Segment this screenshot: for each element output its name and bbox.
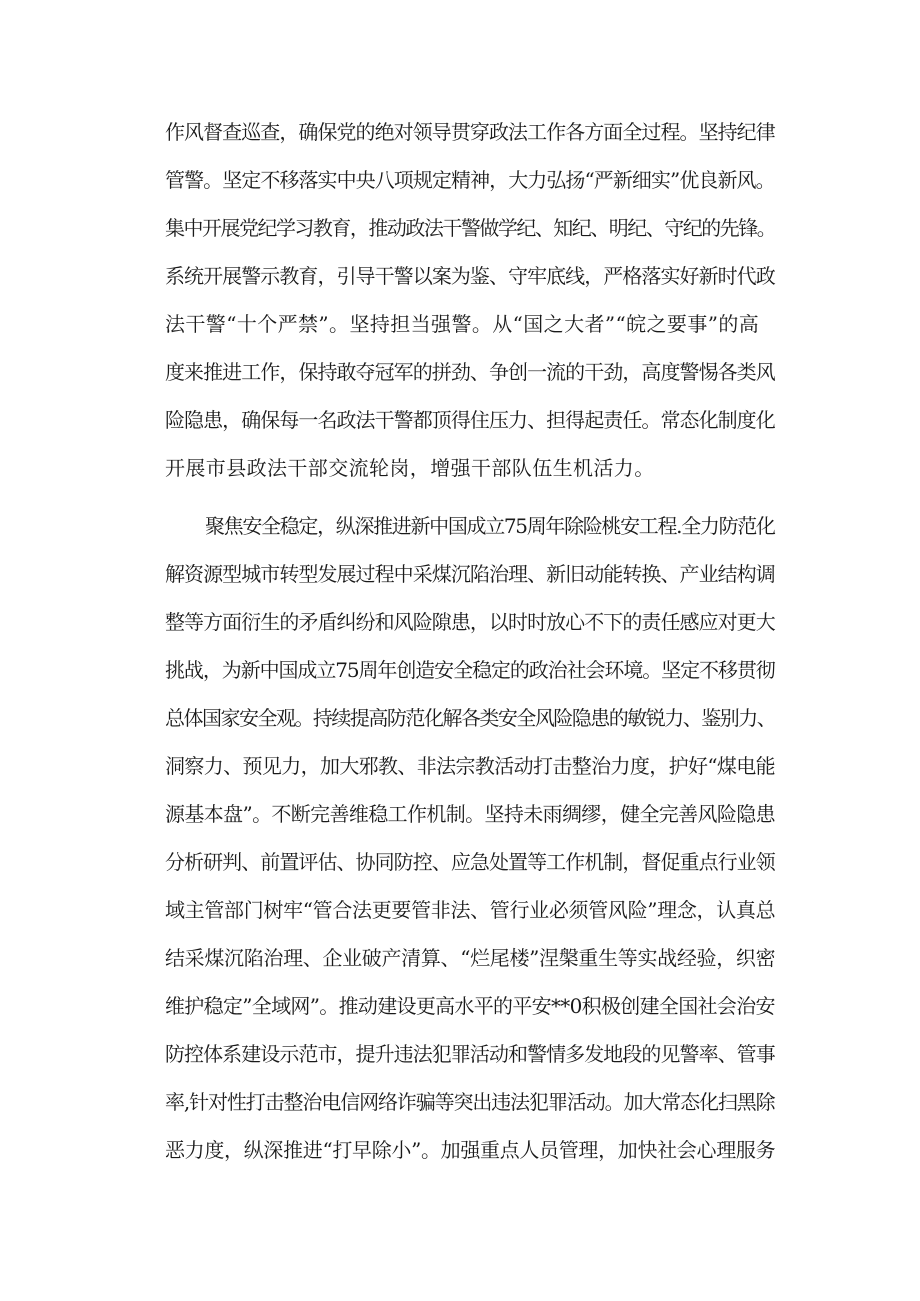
paragraph-1-line-4: 系统开展警示教育，引导干警以案为鉴、守牢底线，严格落实好新时代政 xyxy=(165,264,775,288)
paragraph-2-line-7: 源基本盘”。不断完善维稳工作机制。坚持未雨绸缪，健全完善风险隐患 xyxy=(165,802,776,826)
paragraph-2-line-9: 域主管部门树牢“管合法更要管非法、管行业必须管风险”理念，认真总 xyxy=(165,898,776,922)
paragraph-1-line-5: 法干警“十个严禁”。坚持担当强警。从“国之大者”“皖之要事”的高 xyxy=(165,312,760,336)
paragraph-2-line-5: 总体国家安全观。持续提高防范化解各类安全风险隐患的敏锐力、鉴别力、 xyxy=(165,706,776,730)
paragraph-2-line-2: 解资源型城市转型发展过程中采煤沉陷治理、新旧动能转换、产业结构调 xyxy=(165,562,775,586)
paragraph-2-line-11: 维护稳定”全域网”。推动建设更高水平的平安**0积极创建全国社会治安 xyxy=(165,994,775,1018)
paragraph-2-line-1: 聚焦安全稳定，纵深推进新中国成立75周年除险桃安工程.全力防范化 xyxy=(205,514,775,538)
paragraph-2-line-10: 结采煤沉陷治理、企业破产清算、“烂尾楼”涅槃重生等实战经验，织密 xyxy=(165,946,776,970)
paragraph-1-line-6: 度来推进工作，保持敢夺冠军的拼劲、争创一流的干劲，高度警惕各类风 xyxy=(165,360,775,384)
paragraph-2-line-6: 洞察力、预见力，加大邪教、非法宗教活动打击整治力度，护好“煤电能 xyxy=(165,754,776,778)
paragraph-1-line-7: 险隐患，确保每一名政法干警都顶得住压力、担得起责任。常态化制度化 xyxy=(165,408,775,432)
paragraph-1-line-1: 作风督查巡查，确保党的绝对领导贯穿政法工作各方面全过程。坚持纪律 xyxy=(165,120,775,144)
paragraph-2-line-4: 挑战，为新中国成立75周年创造安全稳定的政治社会环境。坚定不移贯彻 xyxy=(165,658,775,682)
paragraph-1-line-2: 管警。坚定不移落实中央八项规定精神，大力弘扬“严新细实”优良新风。 xyxy=(165,168,775,192)
paragraph-2-line-8: 分析研判、前置评估、协同防控、应急处置等工作机制，督促重点行业领 xyxy=(165,850,775,874)
paragraph-1-line-8: 开展市县政法干部交流轮岗，增强干部队伍生机活力。 xyxy=(165,456,655,480)
paragraph-2-line-3: 整等方面衍生的矛盾纠纷和风险隙患，以时时放心不下的责任感应对更大 xyxy=(165,610,775,634)
paragraph-1-line-3: 集中开展党纪学习教育，推动政法干警做学纪、知纪、明纪、守纪的先锋。 xyxy=(165,216,776,240)
paragraph-2-line-12: 防控体系建设示范市，提升违法犯罪活动和警情多发地段的见警率、管事 xyxy=(165,1042,775,1066)
paragraph-2-line-13: 率,针对性打击整治电信网络诈骗等突出违法犯罪活动。加大常态化扫黑除 xyxy=(165,1090,775,1114)
paragraph-2-line-14: 恶力度，纵深推进“打早除小”。加强重点人员管理，加快社会心理服务 xyxy=(165,1138,776,1162)
